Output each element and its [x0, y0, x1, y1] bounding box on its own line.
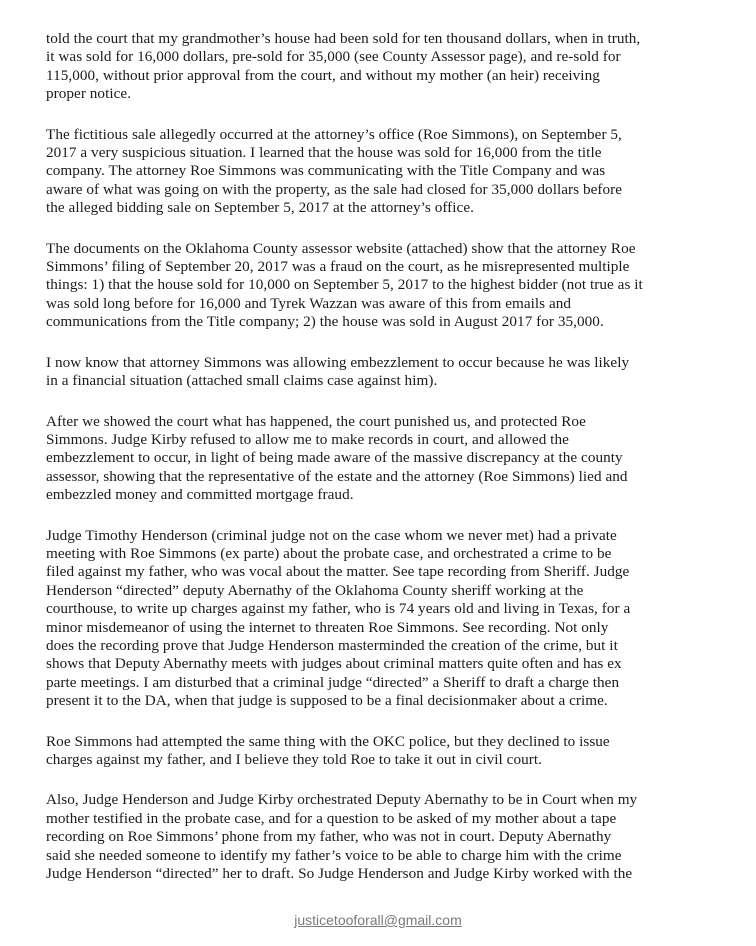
footer-email: justicetooforall@gmail.com [294, 912, 462, 928]
text-line: embezzlement to occur, in light of being made aware of the massive discrepancy at the county [46, 449, 623, 467]
text-line: The fictitious sale allegedly occurred at the attorney’s office (Roe Simmons), on September 5, [46, 125, 622, 143]
paragraph [46, 527, 702, 711]
document-body [46, 30, 702, 883]
text-line: embezzled money and committed mortgage fraud. [46, 486, 354, 504]
text-line: minor misdemeanor of using the internet to threaten Roe Simmons. See recording. Not only [46, 618, 609, 636]
text-line: After we showed the court what has happened, the court punished us, and protected Roe [46, 412, 586, 430]
text-line: Judge Henderson “directed” her to draft. So Judge Henderson and Judge Kirby worked with the [46, 865, 633, 883]
paragraph [46, 413, 702, 505]
text-line: I now know that attorney Simmons was allowing embezzlement to occur because he was likely [46, 353, 630, 371]
text-line: parte meetings. I am disturbed that a criminal judge “directed” a Sheriff to draft a charge then [46, 673, 620, 691]
text-line: meeting with Roe Simmons (ex parte) about the probate case, and orchestrated a crime to be [46, 544, 612, 562]
text-line: mother testified in the probate case, and for a question to be asked of my mother about a tape [46, 809, 617, 827]
text-line: recording on Roe Simmons’ phone from my father, who was not in court. Deputy Abernathy [46, 828, 612, 846]
text-line: the alleged bidding sale on September 5, 2017 at the attorney’s office. [46, 199, 474, 217]
paragraph [46, 733, 702, 770]
text-line: assessor, showing that the representative of the estate and the attorney (Roe Simmons) lied and [46, 467, 628, 485]
text-line: proper notice. [46, 85, 132, 103]
text-line: shows that Deputy Abernathy meets with judges about criminal matters quite often and has ex [46, 655, 622, 673]
text-line: filed against my father, who was vocal about the matter. See tape recording from Sheriff. Judge [46, 563, 630, 581]
text-line: in a financial situation (attached small claims case against him). [46, 372, 438, 390]
text-line: charges against my father, and I believe they told Roe to take it out in civil court. [46, 751, 542, 768]
text-line: things: 1) that the house sold for 10,000 on September 5, 2017 to the highest bidder (not true as it [46, 276, 643, 294]
text-line: The documents on the Oklahoma County assessor website (attached) show that the attorney Roe [46, 239, 636, 257]
text-line: present it to the DA, when that judge is supposed to be a final decisionmaker about a crime. [46, 692, 608, 710]
text-line: Simmons’ filing of September 20, 2017 was a fraud on the court, as he misrepresented multiple [46, 258, 630, 276]
text-line: it was sold for 16,000 dollars, pre-sold for 35,000 (see County Assessor page), and re-sold for [46, 48, 621, 66]
text-line: Judge Timothy Henderson (criminal judge not on the case whom we never met) had a private [46, 526, 617, 544]
text-line: Simmons. Judge Kirby refused to allow me to make records in court, and allowed the [46, 430, 569, 448]
paragraph [46, 240, 702, 332]
text-line: company. The attorney Roe Simmons was communicating with the Title Company and was [46, 162, 606, 180]
text-line: said she needed someone to identify my father’s voice to be able to charge him with the crime [46, 846, 622, 864]
text-line: Henderson “directed” deputy Abernathy of the Oklahoma County sheriff working at the [46, 581, 584, 599]
paragraph [46, 126, 702, 218]
paragraph [46, 354, 702, 391]
text-line: Also, Judge Henderson and Judge Kirby orchestrated Deputy Abernathy to be in Court when my [46, 791, 638, 809]
text-line: courthouse, to write up charges against my father, who is 74 years old and living in Texas, for a [46, 600, 631, 618]
text-line: 115,000, without prior approval from the court, and without my mother (an heir) receiving [46, 66, 600, 84]
text-line: does the recording prove that Judge Henderson masterminded the creation of the crime, but it [46, 636, 618, 654]
text-line: Roe Simmons had attempted the same thing with the OKC police, but they declined to issue [46, 732, 610, 750]
text-line: aware of what was going on with the property, as the sale had closed for 35,000 dollars before [46, 180, 623, 198]
text-line: communications from the Title company; 2) the house was sold in August 2017 for 35,000. [46, 313, 604, 331]
paragraph [46, 30, 702, 104]
text-line: told the court that my grandmother’s house had been sold for ten thousand dollars, when in truth, [46, 30, 641, 47]
text-line: 2017 a very suspicious situation. I learned that the house was sold for 16,000 from the title [46, 144, 602, 162]
text-line: was sold long before for 16,000 and Tyrek Wazzan was aware of this from emails and [46, 294, 572, 312]
paragraph [46, 791, 702, 883]
